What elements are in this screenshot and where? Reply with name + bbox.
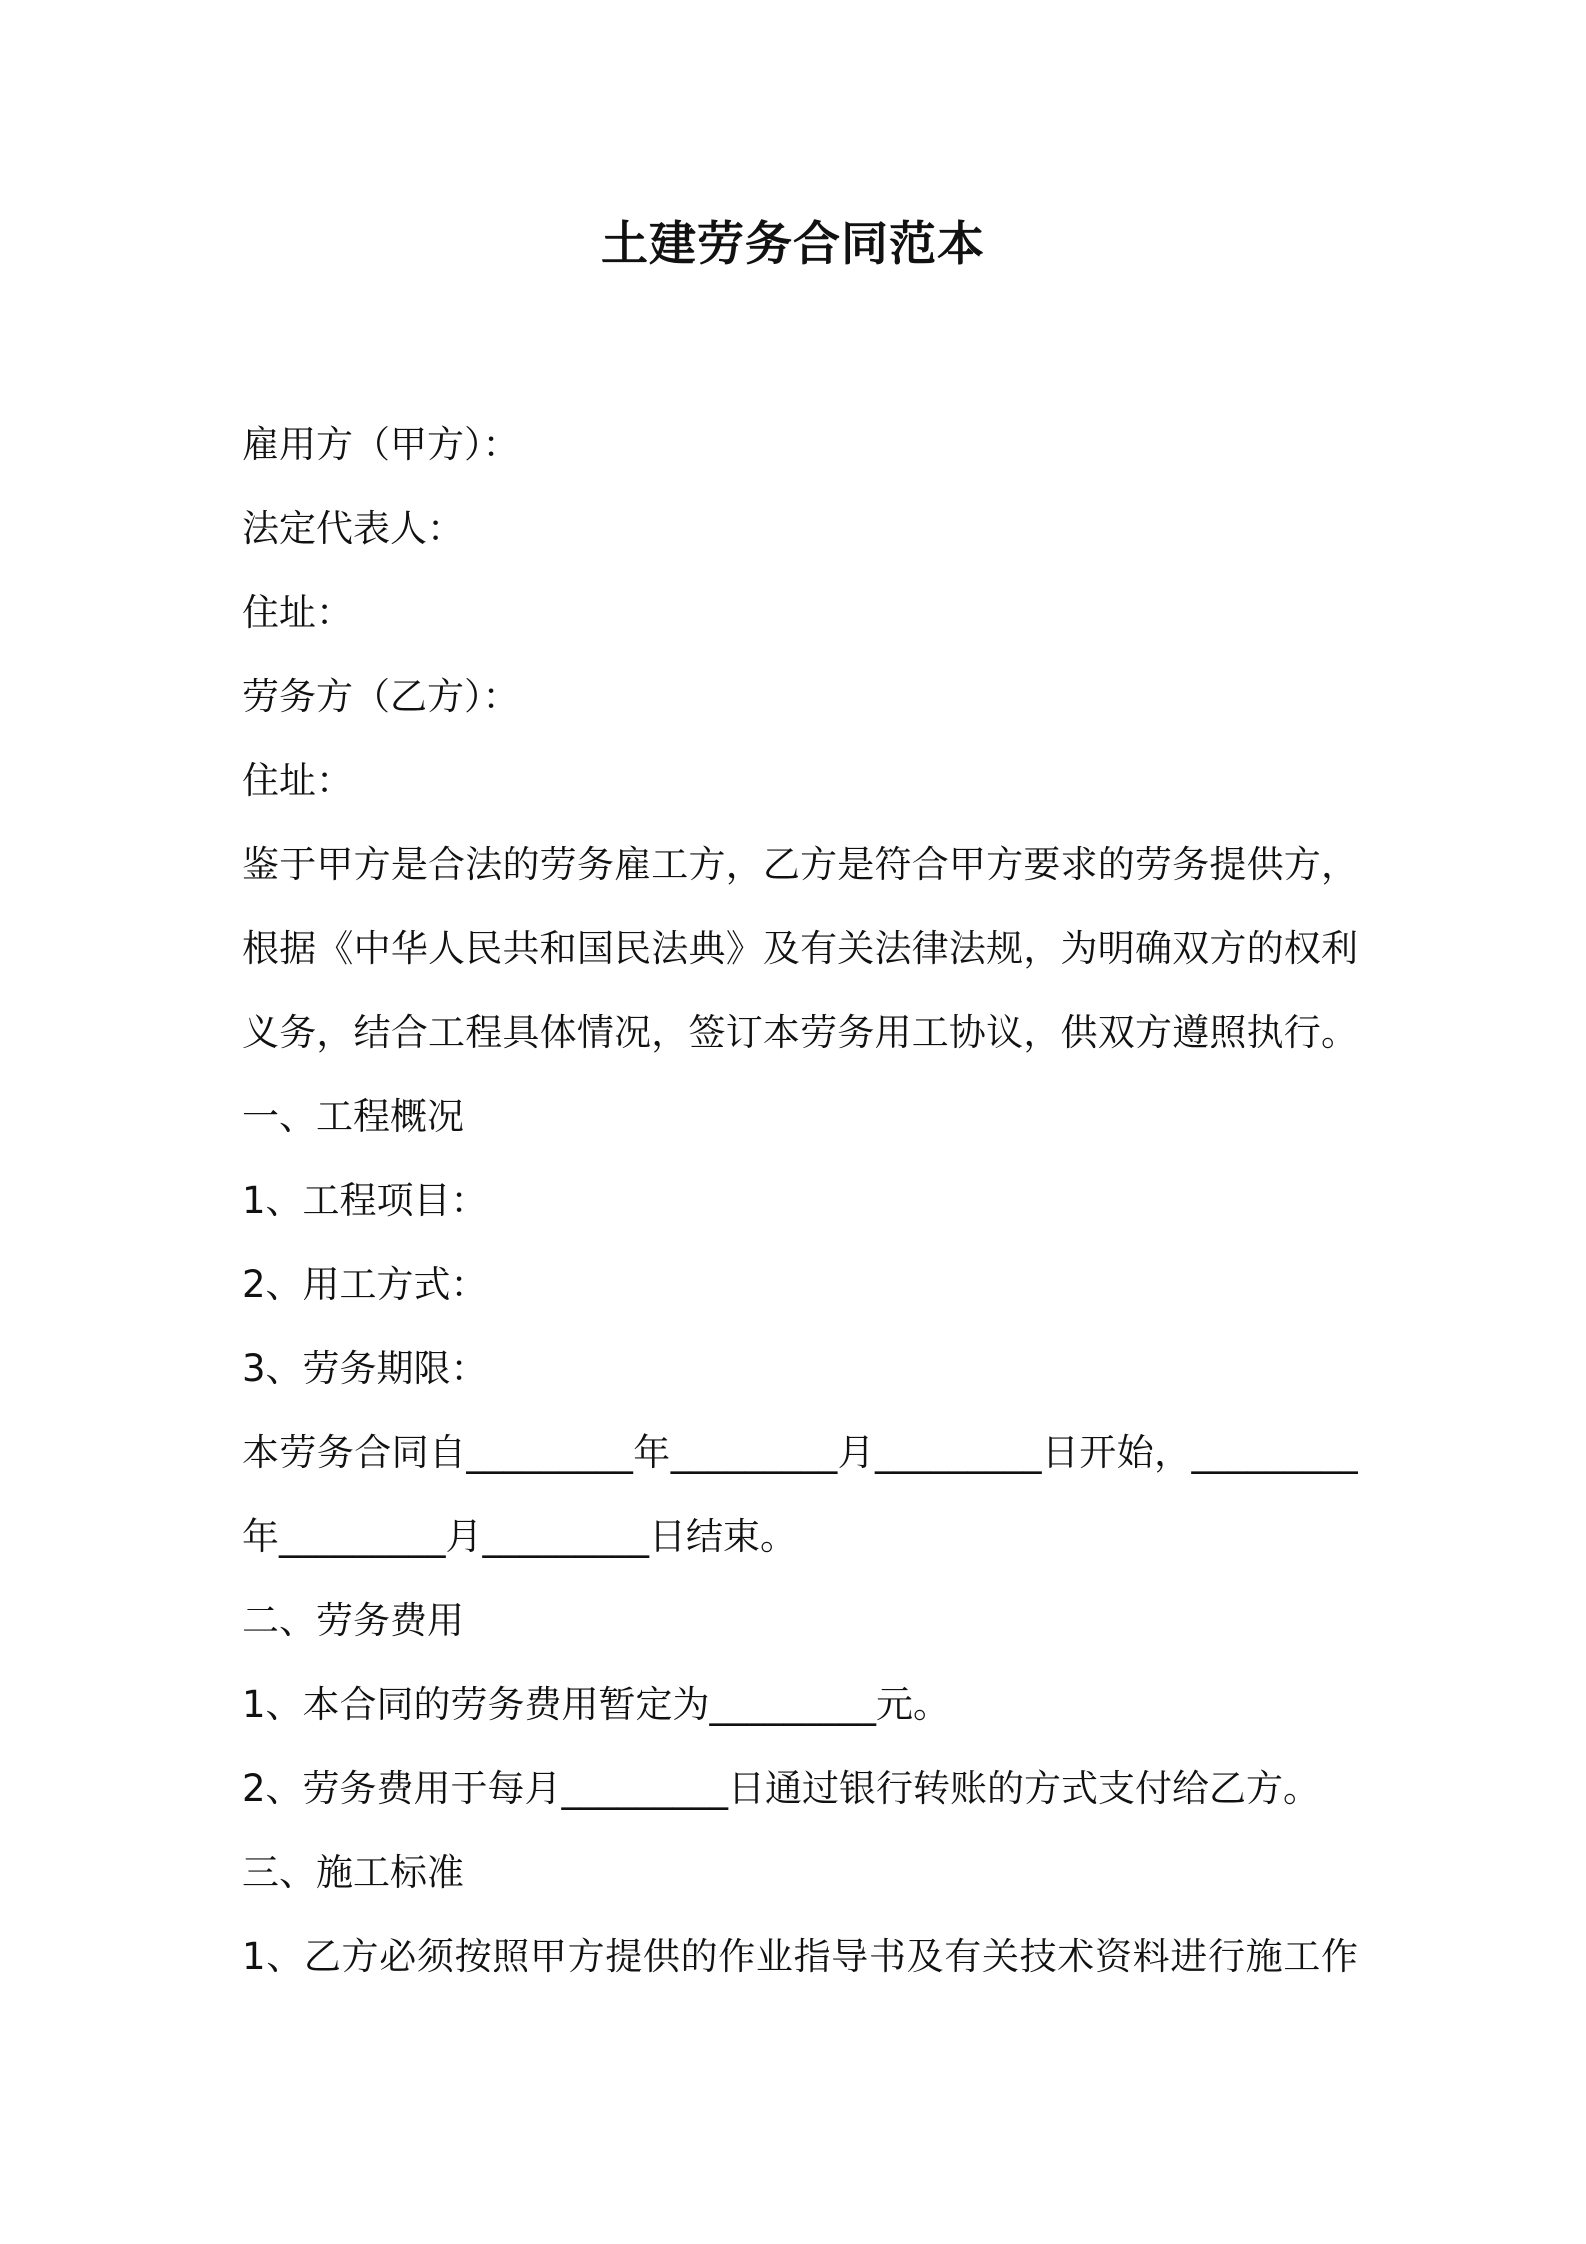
party-a-line: 雇用方（甲方）： xyxy=(242,423,520,466)
section-heading-service-fees: 二、劳务费用 xyxy=(242,1599,464,1642)
party-b-address-line: 住址： xyxy=(242,759,353,802)
project-item-line: 1、工程项目： xyxy=(242,1179,488,1222)
fee-payment-line: 2、劳务费用于每月_________日通过银行转账的方式支付给乙方。 xyxy=(242,1767,1321,1810)
preamble-line-2: 根据《中华人民共和国民法典》及有关法律法规，为明确双方的权利 xyxy=(242,927,1358,970)
contract-period-line-2: 年_________月_________日结束。 xyxy=(242,1515,797,1558)
employment-method-line: 2、用工方式： xyxy=(242,1263,488,1306)
standards-line-1: 1、乙方必须按照甲方提供的作业指导书及有关技术资料进行施工作 xyxy=(242,1935,1358,1978)
fee-amount-line: 1、本合同的劳务费用暂定为_________元。 xyxy=(242,1683,951,1726)
preamble-line-3: 义务，结合工程具体情况，签订本劳务用工协议，供双方遵照执行。 xyxy=(242,1011,1358,1054)
party-b-line: 劳务方（乙方）： xyxy=(242,675,520,718)
party-a-address-line: 住址： xyxy=(242,591,353,634)
document-title: 土建劳务合同范本 xyxy=(601,217,985,272)
document-body xyxy=(242,403,1358,1999)
section-heading-project-overview: 一、工程概况 xyxy=(242,1095,464,1138)
section-heading-construction-standards: 三、施工标准 xyxy=(242,1851,464,1894)
legal-representative-line: 法定代表人： xyxy=(242,507,464,550)
preamble-line-1: 鉴于甲方是合法的劳务雇工方，乙方是符合甲方要求的劳务提供方， xyxy=(242,843,1358,886)
service-term-line: 3、劳务期限： xyxy=(242,1347,488,1390)
contract-period-line-1: 本劳务合同自_________年_________月_________日开始，_________ xyxy=(242,1431,1358,1474)
